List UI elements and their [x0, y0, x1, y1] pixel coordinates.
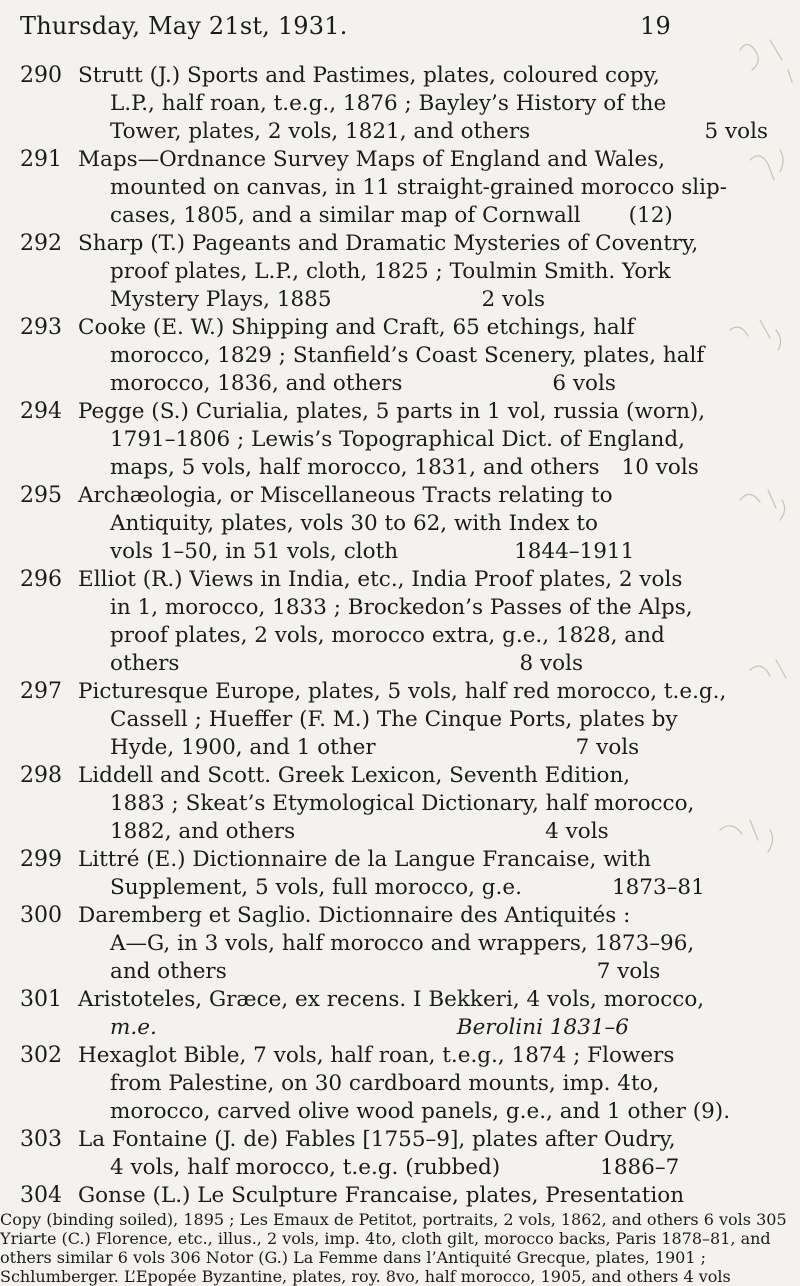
lot-number: 301 — [20, 987, 62, 1012]
lot-line: morocco, carved olive wood panels, g.e., and 1 other (9). — [110, 1099, 731, 1124]
page-continuation — [0, 1210, 800, 1286]
lot-line: Elliot (R.) Views in India, etc., India Proof plates, 2 vols — [78, 567, 683, 592]
lot-line: proof plates, L.P., cloth, 1825 ; Toulmin Smith. York — [110, 259, 671, 284]
lot-description — [78, 230, 768, 314]
lot-number: 304 — [20, 1183, 62, 1208]
lot-description — [78, 902, 768, 986]
lot-line: portraits, 2 vols, 1862, and others — [422, 1210, 699, 1229]
lot-description — [78, 62, 768, 146]
lot-description — [78, 1182, 768, 1210]
lot-line: Notor (G.) La Femme dans l’Antiquité Grecque, plates, — [205, 1248, 650, 1267]
lot-line: Supplement, 5 vols, full morocco, g.e. 1873–81 — [110, 875, 705, 900]
lot-line: Copy (binding soiled), 1895 ; Les Emaux de Petitot, — [0, 1210, 418, 1229]
lot-description — [78, 398, 768, 482]
lot-line: Hyde, 1900, and 1 other 7 vols — [110, 735, 640, 760]
lot-line: Sharp (T.) Pageants and Dramatic Mysteries of Coventry, — [78, 231, 699, 256]
lot-line: proof plates, 2 vols, morocco extra, g.e., 1828, and — [110, 623, 665, 648]
lot-line: Daremberg et Saglio. Dictionnaire des Antiquités : — [78, 903, 631, 928]
lot-description — [78, 678, 768, 762]
lot-line: Cassell ; Hueffer (F. M.) The Cinque Ports, plates by — [110, 707, 678, 732]
lot-line: Maps—Ordnance Survey Maps of England and Wales, — [78, 147, 666, 172]
lot-number: 297 — [20, 679, 62, 704]
lot-line: cases, 1805, and a similar map of Cornwall (12) — [110, 203, 673, 228]
lot-line: 1791–1806 ; Lewis’s Topographical Dict. of England, — [110, 427, 685, 452]
lot-line: Picturesque Europe, plates, 5 vols, half red morocco, t.e.g., — [78, 679, 727, 704]
lot-number: 294 — [20, 399, 62, 424]
lot-line: Gonse (L.) Le Sculpture Francaise, plates, Presentation — [78, 1183, 685, 1208]
lot-line: 1883 ; Skeat’s Etymological Dictionary, half morocco, — [110, 791, 695, 816]
lot-line: 4 vols — [683, 1267, 731, 1286]
page-number: 19 — [640, 12, 671, 40]
lot-line: Mystery Plays, 1885 2 vols — [110, 287, 546, 312]
lot-line: 1901 ; Schlumberger. L’Epopée Byzantine, plates, — [0, 1248, 707, 1286]
lot-line: from Palestine, on 30 cardboard mounts, imp. 4to, — [110, 1071, 660, 1096]
lot-line: roy. 8vo, half morocco, 1905, and others — [351, 1267, 679, 1286]
lot-number: 290 — [20, 63, 62, 88]
lot-line: A—G, in 3 vols, half morocco and wrappers, 1873–96, — [110, 931, 695, 956]
lot-line: morocco, 1829 ; Stanfield’s Coast Scenery, plates, half — [110, 343, 705, 368]
lot-line: 4 vols, half morocco, t.e.g. (rubbed) 1886–7 — [110, 1155, 680, 1180]
lot-number: 292 — [20, 231, 62, 256]
lot-number: 291 — [20, 147, 62, 172]
lot-number: 305 — [756, 1210, 787, 1229]
lot-line: Liddell and Scott. Greek Lexicon, Seventh Edition, — [78, 763, 631, 788]
lot-number: 299 — [20, 847, 62, 872]
lot-description — [78, 482, 768, 566]
page-header — [20, 6, 740, 46]
lot-line: gilt, morocco backs, Paris 1878–81, and others similar — [0, 1229, 771, 1267]
lot-description — [78, 986, 768, 1042]
lot-line: Antiquity, plates, vols 30 to 62, with Index to — [110, 511, 598, 536]
lot-line: 6 vols — [703, 1210, 751, 1229]
lot-line: Aristoteles, Græce, ex recens. I Bekkeri, 4 vols, morocco, — [78, 987, 705, 1012]
lot-line: Yriarte (C.) Florence, etc., illus., 2 vols, imp. 4to, cloth — [0, 1229, 442, 1248]
lot-line: m.e. Berolini 1831–6 — [110, 1015, 629, 1040]
lot-line: mounted on canvas, in 11 straight-grained morocco slip- — [110, 175, 728, 200]
lot-line: Archæologia, or Miscellaneous Tracts relating to — [78, 483, 613, 508]
lot-number: 303 — [20, 1127, 62, 1152]
lot-number: 296 — [20, 567, 62, 592]
lot-description — [78, 314, 768, 398]
lot-line: Hexaglot Bible, 7 vols, half roan, t.e.g., 1874 ; Flowers — [78, 1043, 675, 1068]
sale-date: Thursday, May 21st, 1931. — [20, 12, 348, 40]
lot-number: 295 — [20, 483, 62, 508]
lot-line: Littré (E.) Dictionnaire de la Langue Francaise, with — [78, 847, 651, 872]
lot-line: morocco, 1836, and others 6 vols — [110, 371, 616, 396]
lot-line: 1882, and others 4 vols — [110, 819, 609, 844]
lot-line: L.P., half roan, t.e.g., 1876 ; Bayley’s History of the — [110, 91, 667, 116]
lot-number: 302 — [20, 1043, 62, 1068]
lot-line: Cooke (E. W.) Shipping and Craft, 65 etchings, half — [78, 315, 635, 340]
lot-number: 300 — [20, 903, 62, 928]
lot-line: La Fontaine (J. de) Fables [1755–9], plates after Oudry, — [78, 1127, 676, 1152]
lot-line: 6 vols — [117, 1248, 166, 1267]
lot-description — [78, 762, 768, 846]
lot-description — [78, 146, 768, 230]
lot-number: 293 — [20, 315, 62, 340]
lot-number: 298 — [20, 763, 62, 788]
lot-line: Pegge (S.) Curialia, plates, 5 parts in 1 vol, russia (worn), — [78, 399, 706, 424]
lot-description — [78, 1126, 768, 1182]
lot-line: and others 7 vols — [110, 959, 661, 984]
lot-line: Tower, plates, 2 vols, 1821, and others 5 vols — [110, 119, 768, 144]
lot-line: maps, 5 vols, half morocco, 1831, and others 10 vols — [110, 455, 699, 480]
lot-description — [78, 1042, 768, 1126]
lot-line: vols 1–50, in 51 vols, cloth 1844–1911 — [110, 539, 635, 564]
lot-line: others 8 vols — [110, 651, 583, 676]
lot-line: Strutt (J.) Sports and Pastimes, plates, coloured copy, — [78, 63, 660, 88]
lot-number: 306 — [170, 1248, 201, 1267]
lot-description — [78, 846, 768, 902]
lot-description — [78, 566, 768, 678]
lot-line: in 1, morocco, 1833 ; Brockedon’s Passes of the Alps, — [110, 595, 693, 620]
